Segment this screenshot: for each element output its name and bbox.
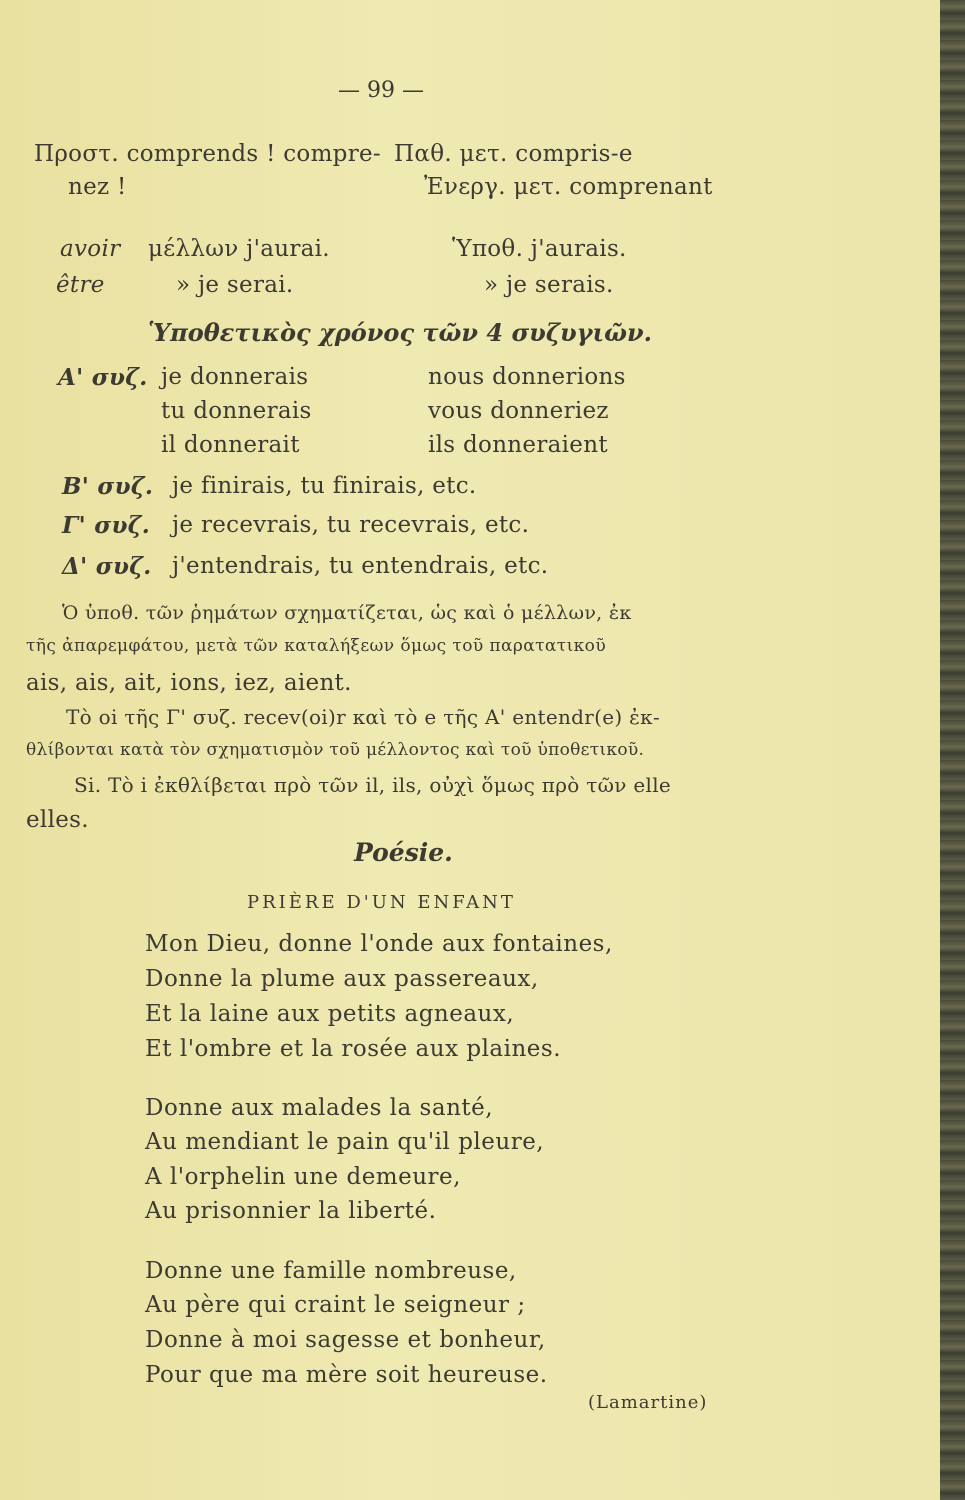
first-conj-right-1: nous donnerions <box>428 364 626 390</box>
fourth-conj-label: Δ' συζ. <box>62 553 152 580</box>
second-conj-text: je finirais, tu finirais, etc. <box>172 473 477 499</box>
explanation-line-1: Ὁ ὑποθ. τῶν ῥημάτων σχηματίζεται, ὡς καὶ ὁ μέλλων, ἐκ <box>62 602 632 624</box>
explanation-line-4: Τὸ oi τῆς Γ' συζ. recev(oi)r καὶ τὸ e τῆς Α' entendr(e) ἐκ- <box>66 705 661 729</box>
poem-title: PRIÈRE D'UN ENFANT <box>247 892 516 913</box>
participle-line-1: Παθ. μετ. compris-e <box>394 141 633 167</box>
first-conj-label: A' συζ. <box>58 364 148 391</box>
third-conj-text: je recevrais, tu recevrais, etc. <box>172 512 530 538</box>
explanation-line-2: τῆς ἀπαρεμφάτου, μετὰ τῶν καταλήξεων ὅμως τοῦ παρατατικοῦ <box>26 636 607 656</box>
second-conj-label: B' συζ. <box>62 473 154 500</box>
imperative-line-1: Προστ. comprends ! compre- <box>34 141 381 167</box>
third-conj-label: Γ' συζ. <box>62 512 151 539</box>
poem-stanza3-line2: Au père qui craint le seigneur ; <box>145 1292 526 1318</box>
book-spine <box>940 0 965 1500</box>
avoir-label: avoir <box>60 236 121 262</box>
poem-stanza1-line1: Mon Dieu, donne l'onde aux fontaines, <box>145 931 613 957</box>
first-conj-left-2: tu donnerais <box>161 398 312 424</box>
explanation-line-6: Si. Τὸ i ἐκθλίβεται πρὸ τῶν il, ils, οὐχὶ ὅμως πρὸ τῶν elle <box>74 773 672 797</box>
poem-stanza1-line3: Et la laine aux petits agneaux, <box>145 1001 515 1027</box>
avoir-conditional: Ὑποθ. j'aurais. <box>452 236 627 262</box>
first-conj-left-3: il donnerait <box>161 432 300 458</box>
page-number: — 99 — <box>338 78 424 103</box>
first-conj-right-2: vous donneriez <box>428 398 609 424</box>
explanation-line-3: ais, ais, ait, ions, iez, aient. <box>26 670 352 696</box>
poem-stanza3-line4: Pour que ma mère soit heureuse. <box>145 1362 548 1388</box>
explanation-line-5: θλίβονται κατὰ τὸν σχηματισμὸν τοῦ μέλλοντος καὶ τοῦ ὑποθετικοῦ. <box>26 740 645 760</box>
poem-stanza2-line4: Au prisonnier la liberté. <box>145 1198 437 1224</box>
first-conj-left-1: je donnerais <box>161 364 309 390</box>
imperative-line-2: nez ! <box>68 174 127 200</box>
participle-line-2: Ἐνεργ. μετ. comprenant <box>424 174 713 200</box>
fourth-conj-text: j'entendrais, tu entendrais, etc. <box>172 553 549 579</box>
poem-stanza2-line3: A l'orphelin une demeure, <box>145 1164 461 1190</box>
poem-stanza3-line3: Donne à moi sagesse et bonheur, <box>145 1327 546 1353</box>
etre-label: être <box>56 272 105 298</box>
first-conj-right-3: ils donneraient <box>428 432 608 458</box>
poem-stanza1-line2: Donne la plume aux passereaux, <box>145 966 539 992</box>
explanation-line-7: elles. <box>26 807 89 833</box>
poem-stanza2-line1: Donne aux malades la santé, <box>145 1095 494 1121</box>
etre-future: » je serai. <box>176 272 294 298</box>
conditional-heading: Ὑποθετικὸς χρόνος τῶν 4 συζυγιῶν. <box>148 318 652 347</box>
avoir-future: μέλλων j'aurai. <box>148 236 330 262</box>
poetry-heading: Poésie. <box>354 838 453 867</box>
poem-stanza3-line1: Donne une famille nombreuse, <box>145 1258 517 1284</box>
poem-stanza2-line2: Au mendiant le pain qu'il pleure, <box>145 1129 545 1155</box>
etre-conditional: » je serais. <box>484 272 614 298</box>
poem-stanza1-line4: Et l'ombre et la rosée aux plaines. <box>145 1036 562 1062</box>
poem-author: (Lamartine) <box>588 1392 708 1413</box>
